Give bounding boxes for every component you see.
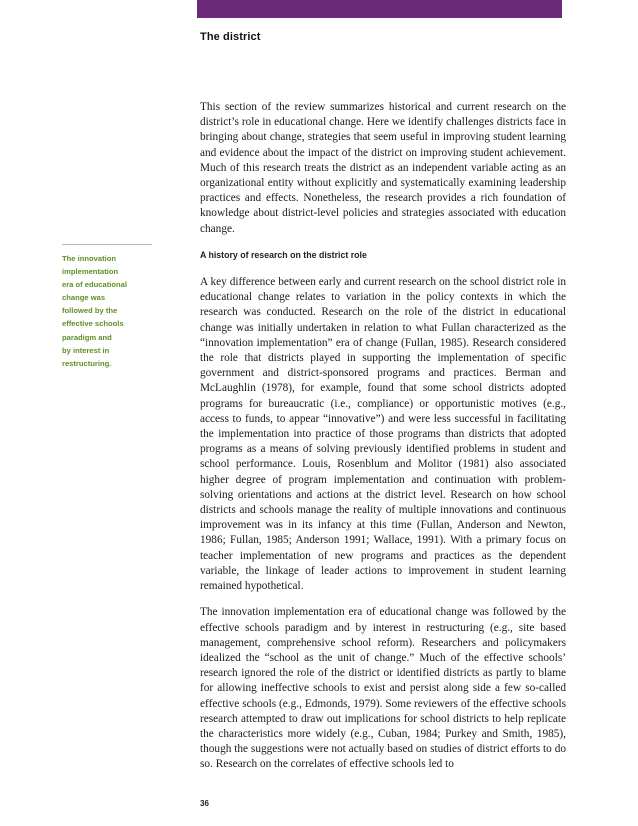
margin-note-line: era of educational <box>62 280 127 290</box>
body-paragraph-2: The innovation implementation era of educational change was followed by the effective schools paradigm and by interest in restructuring (e.g., site based management, comprehensive school reform). Researchers and policymakers idealized the “school as the unit of change.” Much of the effective schools’ research ignored the role of the district or identified districts as partly to blame for allowing ineffective schools to exist and persist along side a few so-called effective schools (e.g., Edmonds, 1979). Some reviewers of the effective schools research attempted to draw out implications for school districts to help replicate the characteristics more widely (e.g., Cuban, 1984; Purkey and Smith, 1985), though the suggestions were not actually based on studies of district efforts to do so. Research on the correlates of effective schools led to <box>200 606 566 771</box>
margin-pull-quote <box>62 252 152 370</box>
margin-note-line: paradigm and <box>62 332 112 342</box>
margin-divider <box>62 244 152 245</box>
margin-note-line: effective schools <box>62 319 124 329</box>
margin-note-line: restructuring. <box>62 358 112 368</box>
margin-note-line: change was <box>62 293 106 303</box>
margin-note-line: implementation <box>62 267 119 277</box>
page-number: 36 <box>200 799 209 808</box>
margin-note-line: The innovation <box>62 254 116 263</box>
chapter-title: The district <box>200 31 261 43</box>
margin-note-line: by interest in <box>62 345 110 355</box>
intro-paragraph: This section of the review summarizes historical and current research on the district’s role in educational change. Here we identify challenges districts face in bringing about change, strategies that seem useful in improving student learning and evidence about the impact of the district on improving student achievement. Much of this research treats the district as an independent variable acting as an organizational entity without explicitly and systematically examining leadership practices and effects. Nonetheless, the research provides a rich foundation of knowledge about district-level policies and strategies associated with education change. <box>200 101 566 235</box>
body-paragraph-1: A key difference between early and current research on the school district role in educational change relates to variation in the policy contexts in which the research was conducted. Research on the role of the district in educational change was initially undertaken in relation to what Fullan characterized as the “innovation implementation” era of change (Fullan, 1985). Research considered the role that districts played in supporting the implementation of specific government and district-sponsored programs and practices. Berman and McLaughlin (1978), for example, found that some school districts adopted programs for bureaucratic (i.e., compliance) or opportunistic motives (e.g., access to funds, to appear “innovative”) and were less successful in facilitating the implementation into practice of those programs than districts that adopted programs as a means of solving previously identified problems in student and school performance. Louis, Rosenblum and Molitor (1981) also associated higher degree of program implementation and continuation with problem-solving orientations and actions at the district level. Research on how school districts and schools manage the reality of multiple innovations and continuous improvement was in its infancy at this time (Fullan, Anderson and Newton, 1986; Fullan, 1985; Anderson 1991; Wallace, 1991). With a primary focus on teacher implementation of new programs and practices as the dependent variable, the linkage of leader actions to improvement in student learning remained hypothetical. <box>200 276 566 593</box>
main-text-column <box>200 100 566 784</box>
section-heading: A history of research on the district role <box>200 249 367 260</box>
header-color-bar <box>197 0 562 18</box>
margin-note-line: followed by the <box>62 306 118 316</box>
